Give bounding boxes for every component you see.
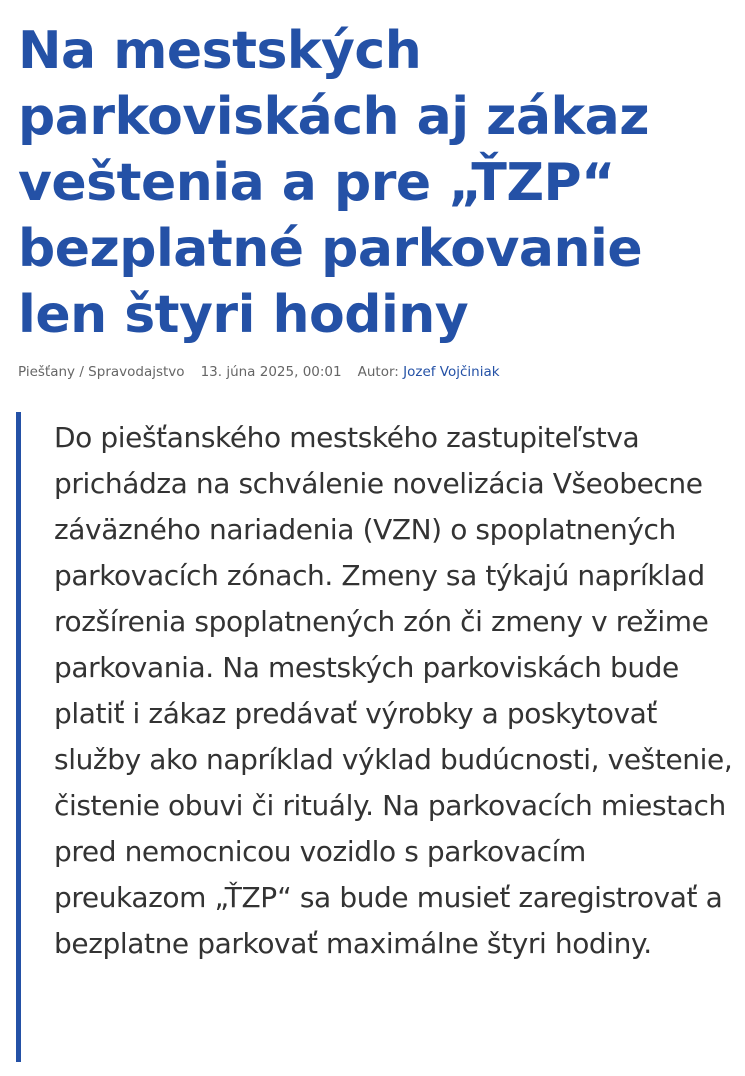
perex-accent-bar <box>16 412 21 1062</box>
article-meta <box>18 362 733 382</box>
author-label: Autor: <box>357 364 399 380</box>
article-perex: Do piešťanského mestského zastupiteľstva prichádza na schválenie novelizácia Všeobecne záväzného nariadenia (VZN) o spoplatnených parkovacích zónach. Zmeny sa týkajú napríklad rozšírenia spoplatnených zón či zmeny v režime parkovania. Na mestských parkoviskách bude platiť i zákaz predávať výrobky a poskytovať služby ako napríklad výklad budúcnosti, veštenie, čistenie obuvi či rituály. Na parkovacích miestach pred nemocnicou vozidlo s parkovacím preukazom „ŤZP“ sa bude musieť zaregistrovať a bezplatne parkovať maximálne štyri hodiny. <box>54 421 733 960</box>
category-breadcrumb[interactable]: Piešťany / Spravodajstvo <box>18 364 185 380</box>
article-title: Na mestských parkoviskách aj zákaz veštenia a pre „ŤZP“ bezplatné parkovanie len štyri hodiny <box>18 21 649 345</box>
author-link[interactable]: Jozef Vojčiniak <box>403 364 500 380</box>
publish-date: 13. júna 2025, 00:01 <box>200 364 342 380</box>
